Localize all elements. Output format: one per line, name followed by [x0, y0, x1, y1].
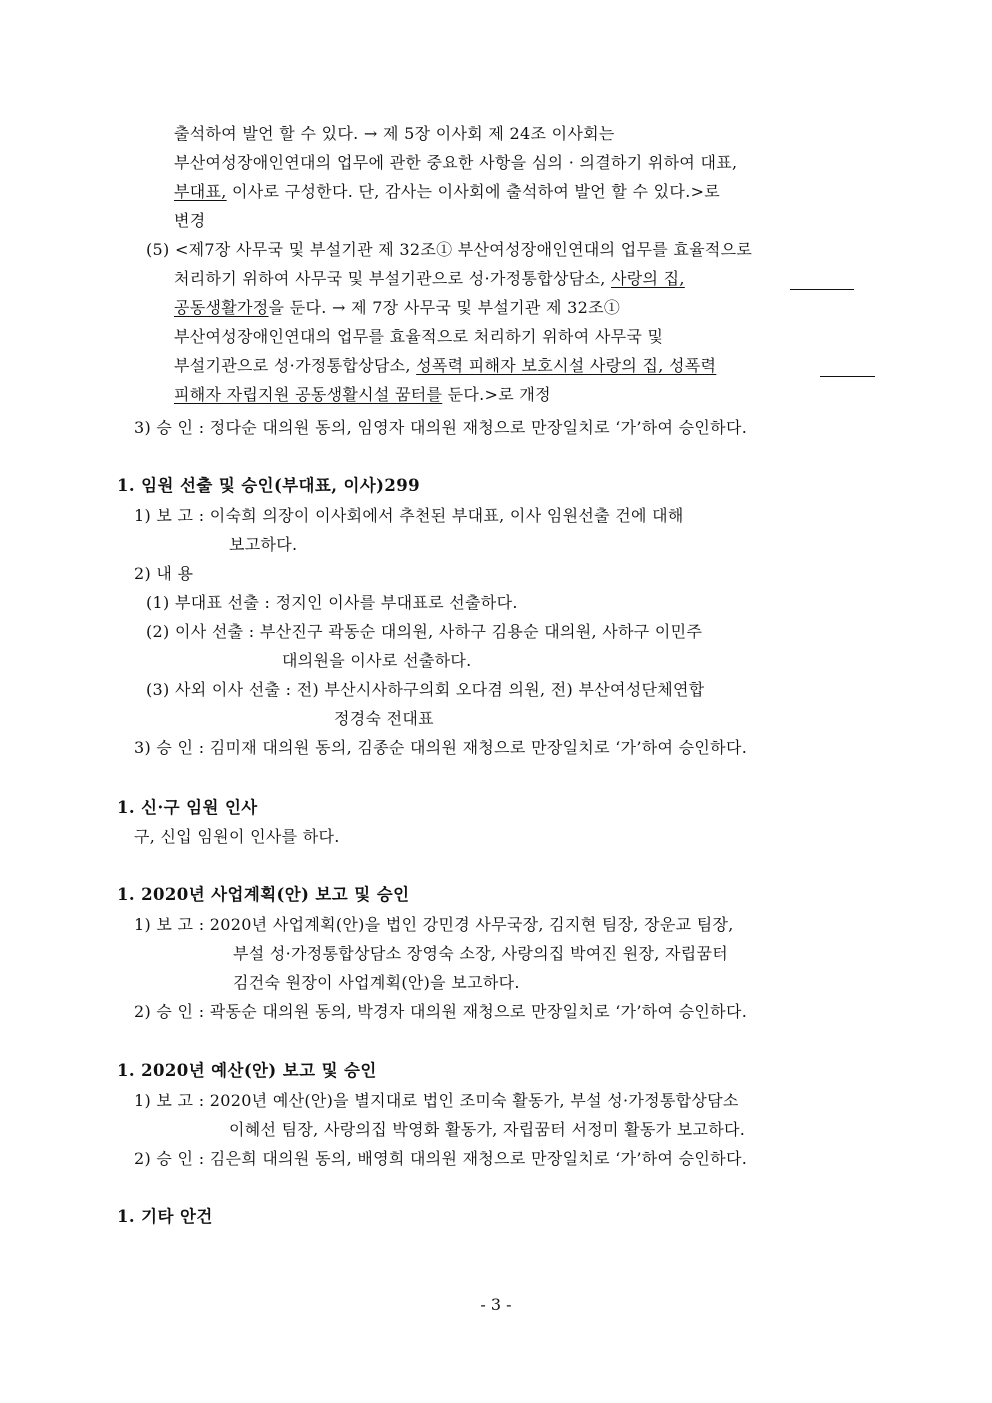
report-line-1: 1) 보 고 : 이숙희 의장이 이사회에서 추천된 부대표, 이사 임원선출 건에 대해	[134, 506, 684, 525]
approval-line: 3) 승 인 : 정다순 대의원 동의, 임영자 대의원 재청으로 만장일치로 ‘가’하여 승인하다.	[134, 418, 748, 437]
report-line-3: 김건숙 원장이 사업계획(안)을 보고하다.	[233, 973, 520, 992]
section-heading: 1. 2020년 예산(안) 보고 및 승인	[117, 1061, 377, 1080]
section-body: 구, 신입 임원이 인사를 하다.	[134, 827, 340, 846]
amend-item-5-line-3: 공동생활가정을 둔다. → 제 7장 사무국 및 부설기관 제 32조①	[174, 298, 621, 317]
content-item-1: (1) 부대표 선출 : 정지인 이사를 부대표로 선출하다.	[146, 593, 518, 612]
amend-item-5-line-5: 부설기관으로 성·가정통합상담소, 성폭력 피해자 보호시설 사랑의 집, 성폭력	[174, 356, 717, 375]
approval-line: 3) 승 인 : 김미재 대의원 동의, 김종순 대의원 재청으로 만장일치로 ‘가’하여 승인하다.	[134, 738, 748, 757]
amend-item-5-line-1: (5) <제7장 사무국 및 부설기관 제 32조① 부산여성장애인연대의 업무를 효율적으로	[146, 240, 753, 259]
amend-item-5-line-6: 피해자 자립지원 공동생활시설 꿈터를 둔다.>로 개정	[174, 385, 551, 404]
report-line-2: 이혜선 팀장, 사랑의집 박영화 활동가, 자립꿈터 서정미 활동가 보고하다.	[229, 1120, 746, 1139]
approval-line: 2) 승 인 : 김은희 대의원 동의, 배영희 대의원 재청으로 만장일치로 ‘가’하여 승인하다.	[134, 1149, 748, 1168]
content-label: 2) 내 용	[134, 564, 194, 583]
approval-line: 2) 승 인 : 곽동순 대의원 동의, 박경자 대의원 재청으로 만장일치로 ‘가’하여 승인하다.	[134, 1002, 748, 1021]
page-number: - 3 -	[480, 1295, 512, 1314]
underlined-text: 부대표,	[174, 182, 227, 201]
report-line-1: 1) 보 고 : 2020년 사업계획(안)을 법인 강민경 사무국장, 김지현 팀장, 장운교 팀장,	[134, 915, 734, 934]
content-item-2: (2) 이사 선출 : 부산진구 곽동순 대의원, 사하구 김용순 대의원, 사하구 이민주	[146, 622, 703, 641]
section-heading: 1. 신·구 임원 인사	[117, 798, 258, 817]
section-heading: 1. 기타 안건	[117, 1207, 213, 1226]
cont-line-1: 출석하여 발언 할 수 있다. → 제 5장 이사회 제 24조 이사회는	[174, 124, 615, 143]
underlined-text: 사랑의 집,	[611, 269, 685, 288]
report-line-1: 1) 보 고 : 2020년 예산(안)을 별지대로 법인 조미숙 활동가, 부설 성·가정통합상담소	[134, 1091, 739, 1110]
content-item-3-cont: 정경숙 전대표	[334, 709, 434, 728]
report-line-2: 보고하다.	[229, 535, 298, 554]
underline-rule	[790, 289, 854, 290]
section-heading: 1. 2020년 사업계획(안) 보고 및 승인	[117, 885, 410, 904]
underline-rule	[820, 376, 875, 377]
report-line-2: 부설 성·가정통합상담소 장영숙 소장, 사랑의집 박여진 원장, 자립꿈터	[233, 944, 729, 963]
cont-line-2: 부산여성장애인연대의 업무에 관한 중요한 사항을 심의 · 의결하기 위하여 대표,	[174, 153, 738, 172]
amend-item-5-line-2: 처리하기 위하여 사무국 및 부설기관으로 성·가정통합상담소, 사랑의 집,	[174, 269, 685, 288]
content-item-2-cont: 대의원을 이사로 선출하다.	[282, 651, 472, 670]
underlined-text: 공동생활가정	[174, 298, 269, 317]
cont-line-3: 부대표, 이사로 구성한다. 단, 감사는 이사회에 출석하여 발언 할 수 있다.>로	[174, 182, 721, 201]
amend-item-5-line-4: 부산여성장애인연대의 업무를 효율적으로 처리하기 위하여 사무국 및	[174, 327, 664, 346]
section-heading: 1. 임원 선출 및 승인(부대표, 이사)299	[117, 476, 421, 495]
underlined-text: 피해자 자립지원 공동생활시설 꿈터를	[174, 385, 443, 404]
content-item-3: (3) 사외 이사 선출 : 전) 부산시사하구의회 오다겸 의원, 전) 부산여성단체연합	[146, 680, 705, 699]
underlined-text: 성폭력 피해자 보호시설 사랑의 집, 성폭력	[416, 356, 717, 375]
cont-line-4: 변경	[174, 211, 206, 230]
